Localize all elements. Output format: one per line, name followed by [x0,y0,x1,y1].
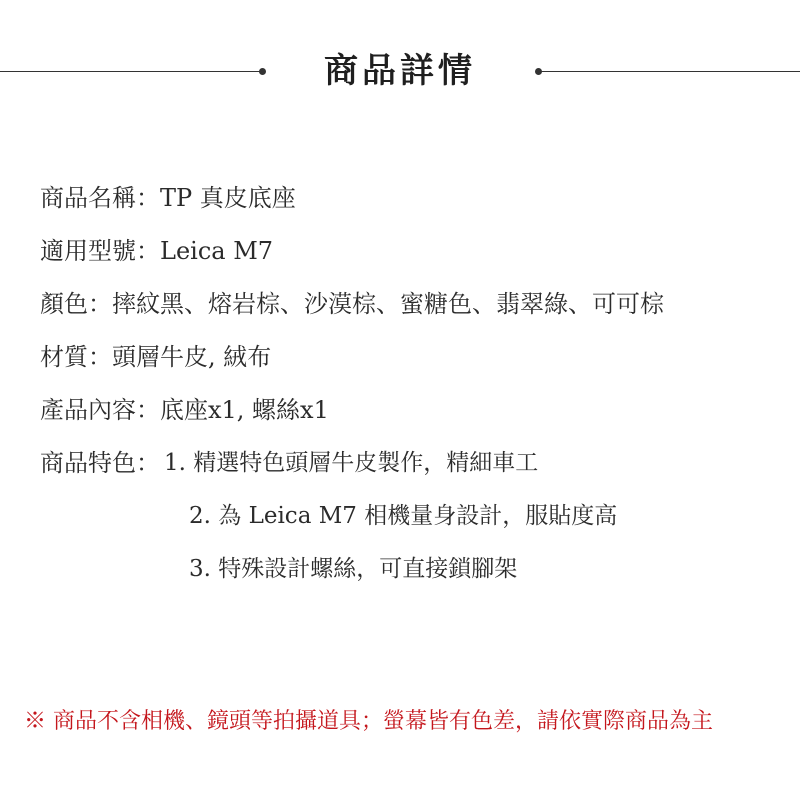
spec-row-material [40,335,780,388]
spec-label-contents: 產品內容： [40,396,160,424]
feature-list-continued [44,494,780,600]
spec-row-features [40,441,780,494]
section-header [0,44,800,100]
spec-label-features: 商品特色： [40,449,160,477]
spec-label-material: 材質： [40,343,112,371]
section-title: 商品詳情 [324,51,476,91]
feature-item: 1. 精選特色頭層牛皮製作，精細車工 [164,450,539,476]
header-divider-right [538,71,800,72]
feature-item: 3. 特殊設計螺絲，可直接鎖腳架 [189,556,518,582]
spec-row-contents [40,388,780,441]
header-dot-left [259,68,266,75]
spec-row-model [40,229,780,282]
feature-list [164,441,538,494]
spec-value-model: Leica M7 [160,237,274,265]
spec-label-model: 適用型號： [40,237,160,265]
product-specs [40,176,780,600]
spec-row-name [40,176,780,229]
spec-row-colors [40,282,780,335]
spec-value-material: 頭層牛皮, 絨布 [112,343,272,371]
feature-item: 2. 為 Leica M7 相機量身設計，服貼度高 [189,503,618,529]
spec-value-name: TP 真皮底座 [160,184,296,212]
spec-label-name: 商品名稱： [40,184,160,212]
header-divider-left [0,71,262,72]
disclaimer-note: ※ 商品不含相機、鏡頭等拍攝道具；螢幕皆有色差，請依實際商品為主 [24,709,713,734]
spec-value-colors: 摔紋黑、熔岩棕、沙漠棕、蜜糖色、翡翠綠、可可棕 [112,290,664,318]
spec-value-contents: 底座x1, 螺絲x1 [160,396,329,424]
spec-label-colors: 顏色： [40,290,112,318]
